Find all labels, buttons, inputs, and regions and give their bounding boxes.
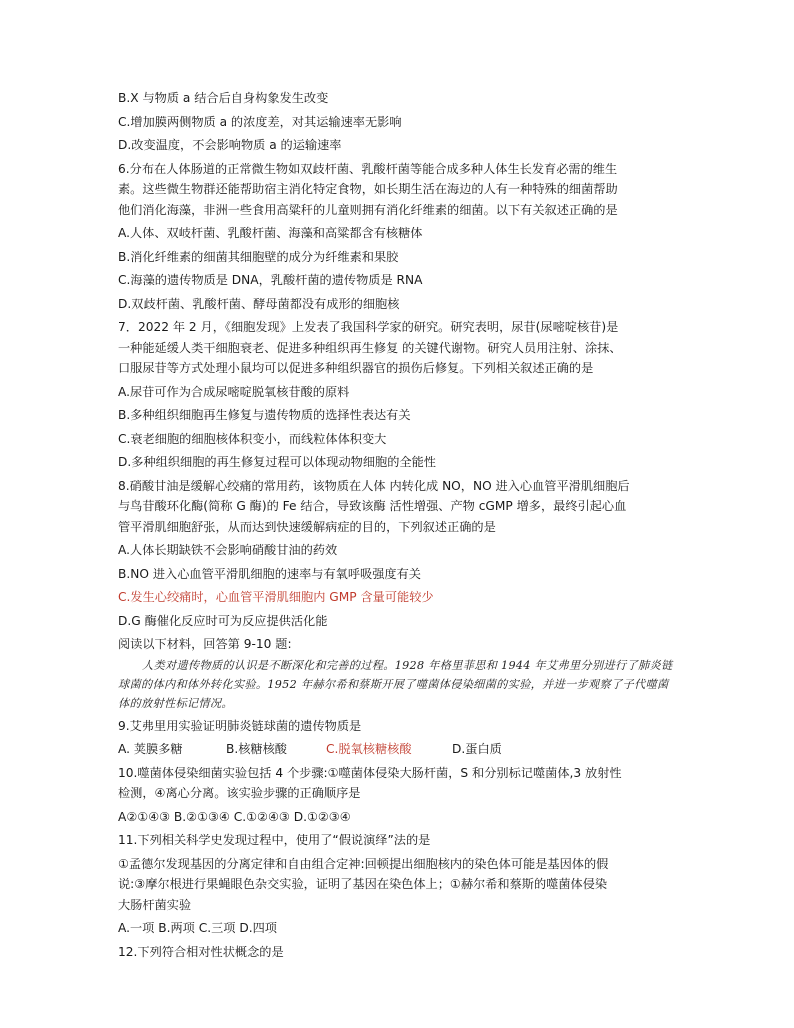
passage-line-2: 进行了肺炎链球菌的体内和体外转化实验。1952 年赫尔希和蔡斯开展了噬菌体侵染细菌的实验， (118, 658, 673, 691)
question-6 (118, 159, 678, 315)
reading-material (118, 634, 678, 713)
q6-option-d: D.双歧杆菌、乳酸杆菌、酵母菌都没有成形的细胞核 (118, 296, 400, 311)
q10-stem-line-1: 10.噬菌体侵染细菌实验包括 4 个步骤:①噬菌体侵染大肠杆菌，S 和分别标记噬菌体,3 放射性 (118, 765, 622, 780)
q6-stem-line-3: 他们消化海藻，非洲一些食用高粱秆的儿童则拥有消化纤维素的细菌。以下有关叙述正确的是 (118, 202, 618, 217)
reading-passage (118, 656, 678, 713)
q9-stem: 9.艾弗里用实验证明肺炎链球菌的遗传物质是 (118, 718, 362, 733)
q5-option-c: C.增加膜两侧物质 a 的浓度差，对其运输速率无影响 (118, 114, 402, 129)
q7-option-a: A.尿苷可作为合成尿嘧啶脱氧核苷酸的原料 (118, 384, 350, 399)
q11-body-line-3: 大肠杆菌实验 (118, 897, 192, 912)
q8-option-a: A.人体长期缺铁不会影响硝酸甘油的药效 (118, 543, 338, 557)
question-7 (118, 317, 678, 473)
q6-stem-line-2: 素。这些微生物群还能帮助宿主消化特定食物，如长期生活在海边的人有一种特殊的细菌帮助 (118, 182, 618, 196)
question-8 (118, 476, 678, 632)
q11-body-line-2: 说:③摩尔根进行果蝇眼色杂交实验，证明了基因在染色体上；①赫尔希和蔡斯的噬菌体侵染 (118, 877, 608, 891)
q6-option-c: C.海藻的遗传物质是 DNA，乳酸杆菌的遗传物质是 RNA (118, 273, 423, 287)
q12-stem: 12.下列符合相对性状概念的是 (118, 944, 284, 959)
q8-option-c-answer: C.发生心绞痛时，心血管平滑肌细胞内 GMP 含量可能较少 (118, 590, 434, 604)
q5-option-d: D.改变温度，不会影响物质 a 的运输速率 (118, 138, 342, 152)
q10-stem-line-2: 检测，④离心分离。该实验步骤的正确顺序是 (118, 786, 361, 800)
q8-option-b: B.NO 进入心血管平滑肌细胞的速率与有氧呼吸强度有关 (118, 566, 421, 581)
question-10 (118, 763, 678, 828)
q7-option-b: B.多种组织细胞再生修复与遗传物质的选择性表达有关 (118, 408, 411, 422)
q6-option-a: A.人体、双岐杆菌、乳酸杆菌、海藻和高粱都含有核糖体 (118, 226, 423, 240)
q10-options: A②①④③ B.②①③④ C.①②④③ D.①②③④ (118, 809, 351, 824)
q9-option-a: A. 荚膜多糖 (118, 742, 183, 756)
q7-option-d: D.多种组织细胞的再生修复过程可以体现动物细胞的全能性 (118, 455, 436, 469)
question-12 (118, 942, 678, 963)
q8-stem-line-3: 管平滑肌细胞舒张，从而达到快速缓解病症的目的，下列叙述正确的是 (118, 519, 496, 534)
question-11 (118, 830, 678, 939)
q11-stem: 11.下列相关科学史发现过程中，使用了“假说演绎”法的是 (118, 833, 431, 847)
q9-options (118, 739, 678, 760)
q6-option-b: B.消化纤维素的细菌其细胞壁的成分为纤维素和果胶 (118, 249, 399, 264)
q9-option-b: B.核糖核酸 (226, 742, 287, 756)
q8-stem-line-2: 与鸟苷酸环化酶(简称 G 酶)的 Fe 结合，导致该酶 活性增强、产物 cGMP 增多，最终引起心血 (118, 499, 627, 513)
exam-page (118, 88, 678, 962)
passage-line-1: 人类对遗传物质的认识是不断深化和完善的过程。1928 年格里菲思和 1944 年艾弗里分别 (142, 658, 604, 672)
q7-option-c: C.衰老细胞的细胞核体积变小，而线粒体体积变大 (118, 431, 387, 446)
q11-options: A.一项 B.两项 C.三项 D.四项 (118, 921, 277, 935)
q7-stem-line-1: 7．2022 年 2 月，《细胞发现》上发表了我国科学家的研究。研究表明，尿苷(尿嘧啶核苷)是 (118, 320, 619, 334)
q5-option-b: B.X 与物质 a 结合后自身构象发生改变 (118, 91, 329, 105)
reading-intro: 阅读以下材料，回答第 9-10 题: (118, 637, 292, 651)
q11-body-line-1: ①孟德尔发现基因的分离定律和自由组合定神:回顿提出细胞核内的染色体可能是基因体的假 (118, 856, 609, 871)
q7-stem-line-2: 一种能延缓人类干细胞衰老、促进多种组织再生修复 的关键代谢物。研究人员用注射、涂抹、 (118, 340, 622, 355)
question-9 (118, 716, 678, 760)
q9-option-d: D.蛋白质 (452, 742, 502, 756)
passage-line-3: 并进一步观察了子代噬菌体的放射性标记情况。 (118, 677, 669, 710)
q9-option-c-answer: C.脱氧核糖核酸 (326, 742, 412, 756)
q8-stem-line-1: 8.硝酸甘油是缓解心绞痛的常用药，该物质在人体 内转化成 NO，NO 进入心血管平滑肌细胞后 (118, 478, 630, 493)
q7-stem-line-3: 口服尿苷等方式处理小鼠均可以促进多种组织器官的损伤后修复。下列相关叙述正确的是 (118, 361, 594, 375)
q6-stem-line-1: 6.分布在人体肠道的正常微生物如双歧杆菌、乳酸杆菌等能合成多种人体生长发育必需的维生 (118, 161, 618, 176)
q8-option-d: D.G 酶催化反应时可为反应提供活化能 (118, 613, 328, 628)
